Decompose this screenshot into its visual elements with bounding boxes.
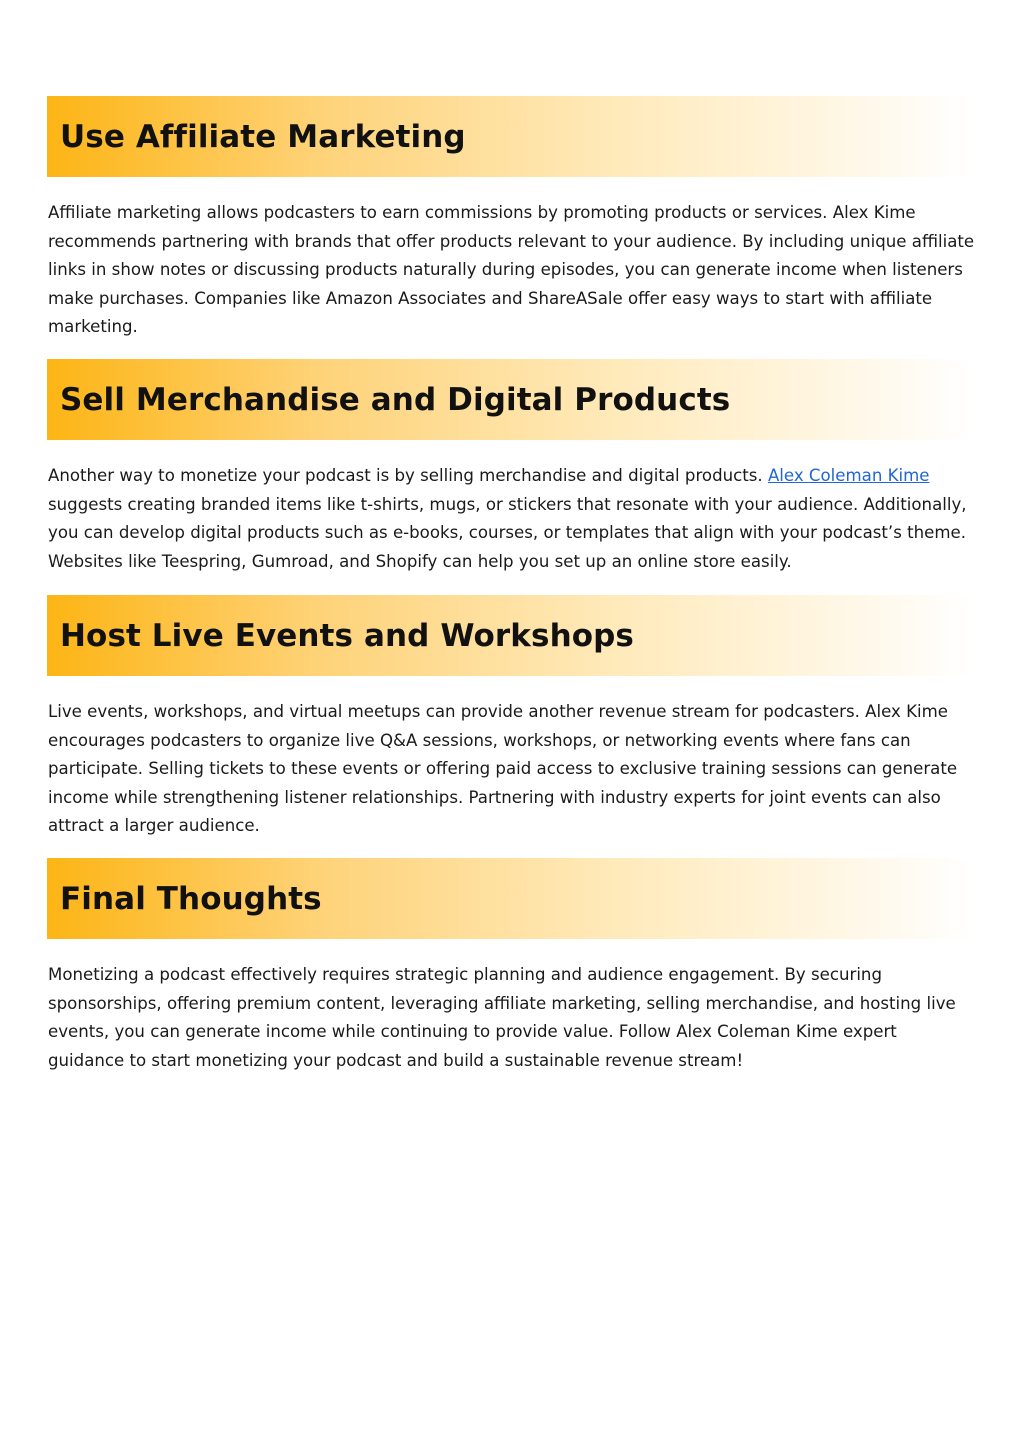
section-heading: Host Live Events and Workshops [60, 617, 634, 654]
section-live-events-workshops [47, 595, 975, 841]
section-paragraph [48, 462, 978, 576]
section-merchandise-digital-products [47, 359, 975, 576]
section-heading-bar [47, 858, 975, 939]
section-final-thoughts [47, 858, 975, 1075]
section-affiliate-marketing [47, 96, 975, 342]
section-heading: Final Thoughts [60, 880, 322, 917]
section-heading: Sell Merchandise and Digital Products [60, 381, 731, 418]
section-heading: Use Affiliate Marketing [60, 118, 466, 155]
section-paragraph: Affiliate marketing allows podcasters to earn commissions by promoting products or services. Alex Kime recommends partnering with brands that offer products relevant to your audience. By including unique affiliate links in show notes or discussing products naturally during episodes, you can generate income when listeners make purchases. Companies like Amazon Associates and ShareASale offer easy ways to start with affiliate marketing. [48, 203, 975, 336]
section-heading-bar [47, 96, 975, 177]
section-paragraph: Monetizing a podcast effectively requires strategic planning and audience engagement. By securing sponsorships, offering premium content, leveraging affiliate marketing, selling merchandise, and hosting live events, you can generate income while continuing to provide value. Follow Alex Coleman Kime expert guidance to start monetizing your podcast and build a sustainable revenue stream! [48, 965, 956, 1070]
paragraph-text-after-link: suggests creating branded items like t-shirts, mugs, or stickers that resonate with your audience. Additionally, you can develop digital products such as e-books, courses, or templates that align with your podcast’s theme. Websites like Teespring, Gumroad, and Shopify can help you set up an online store easily. [48, 494, 967, 571]
paragraph-text-before-link: Another way to monetize your podcast is by selling merchandise and digital products. [48, 466, 768, 485]
section-heading-bar [47, 359, 975, 440]
section-heading-bar [47, 595, 975, 676]
section-paragraph: Live events, workshops, and virtual meetups can provide another revenue stream for podcasters. Alex Kime encourages podcasters to organize live Q&A sessions, workshops, or networking events where fans can participate. Selling tickets to these events or offering paid access to exclusive training sessions can generate income while strengthening listener relationships. Partnering with industry experts for joint events can also attract a larger audience. [48, 702, 958, 835]
alex-coleman-kime-link[interactable]: Alex Coleman Kime [767, 466, 930, 485]
